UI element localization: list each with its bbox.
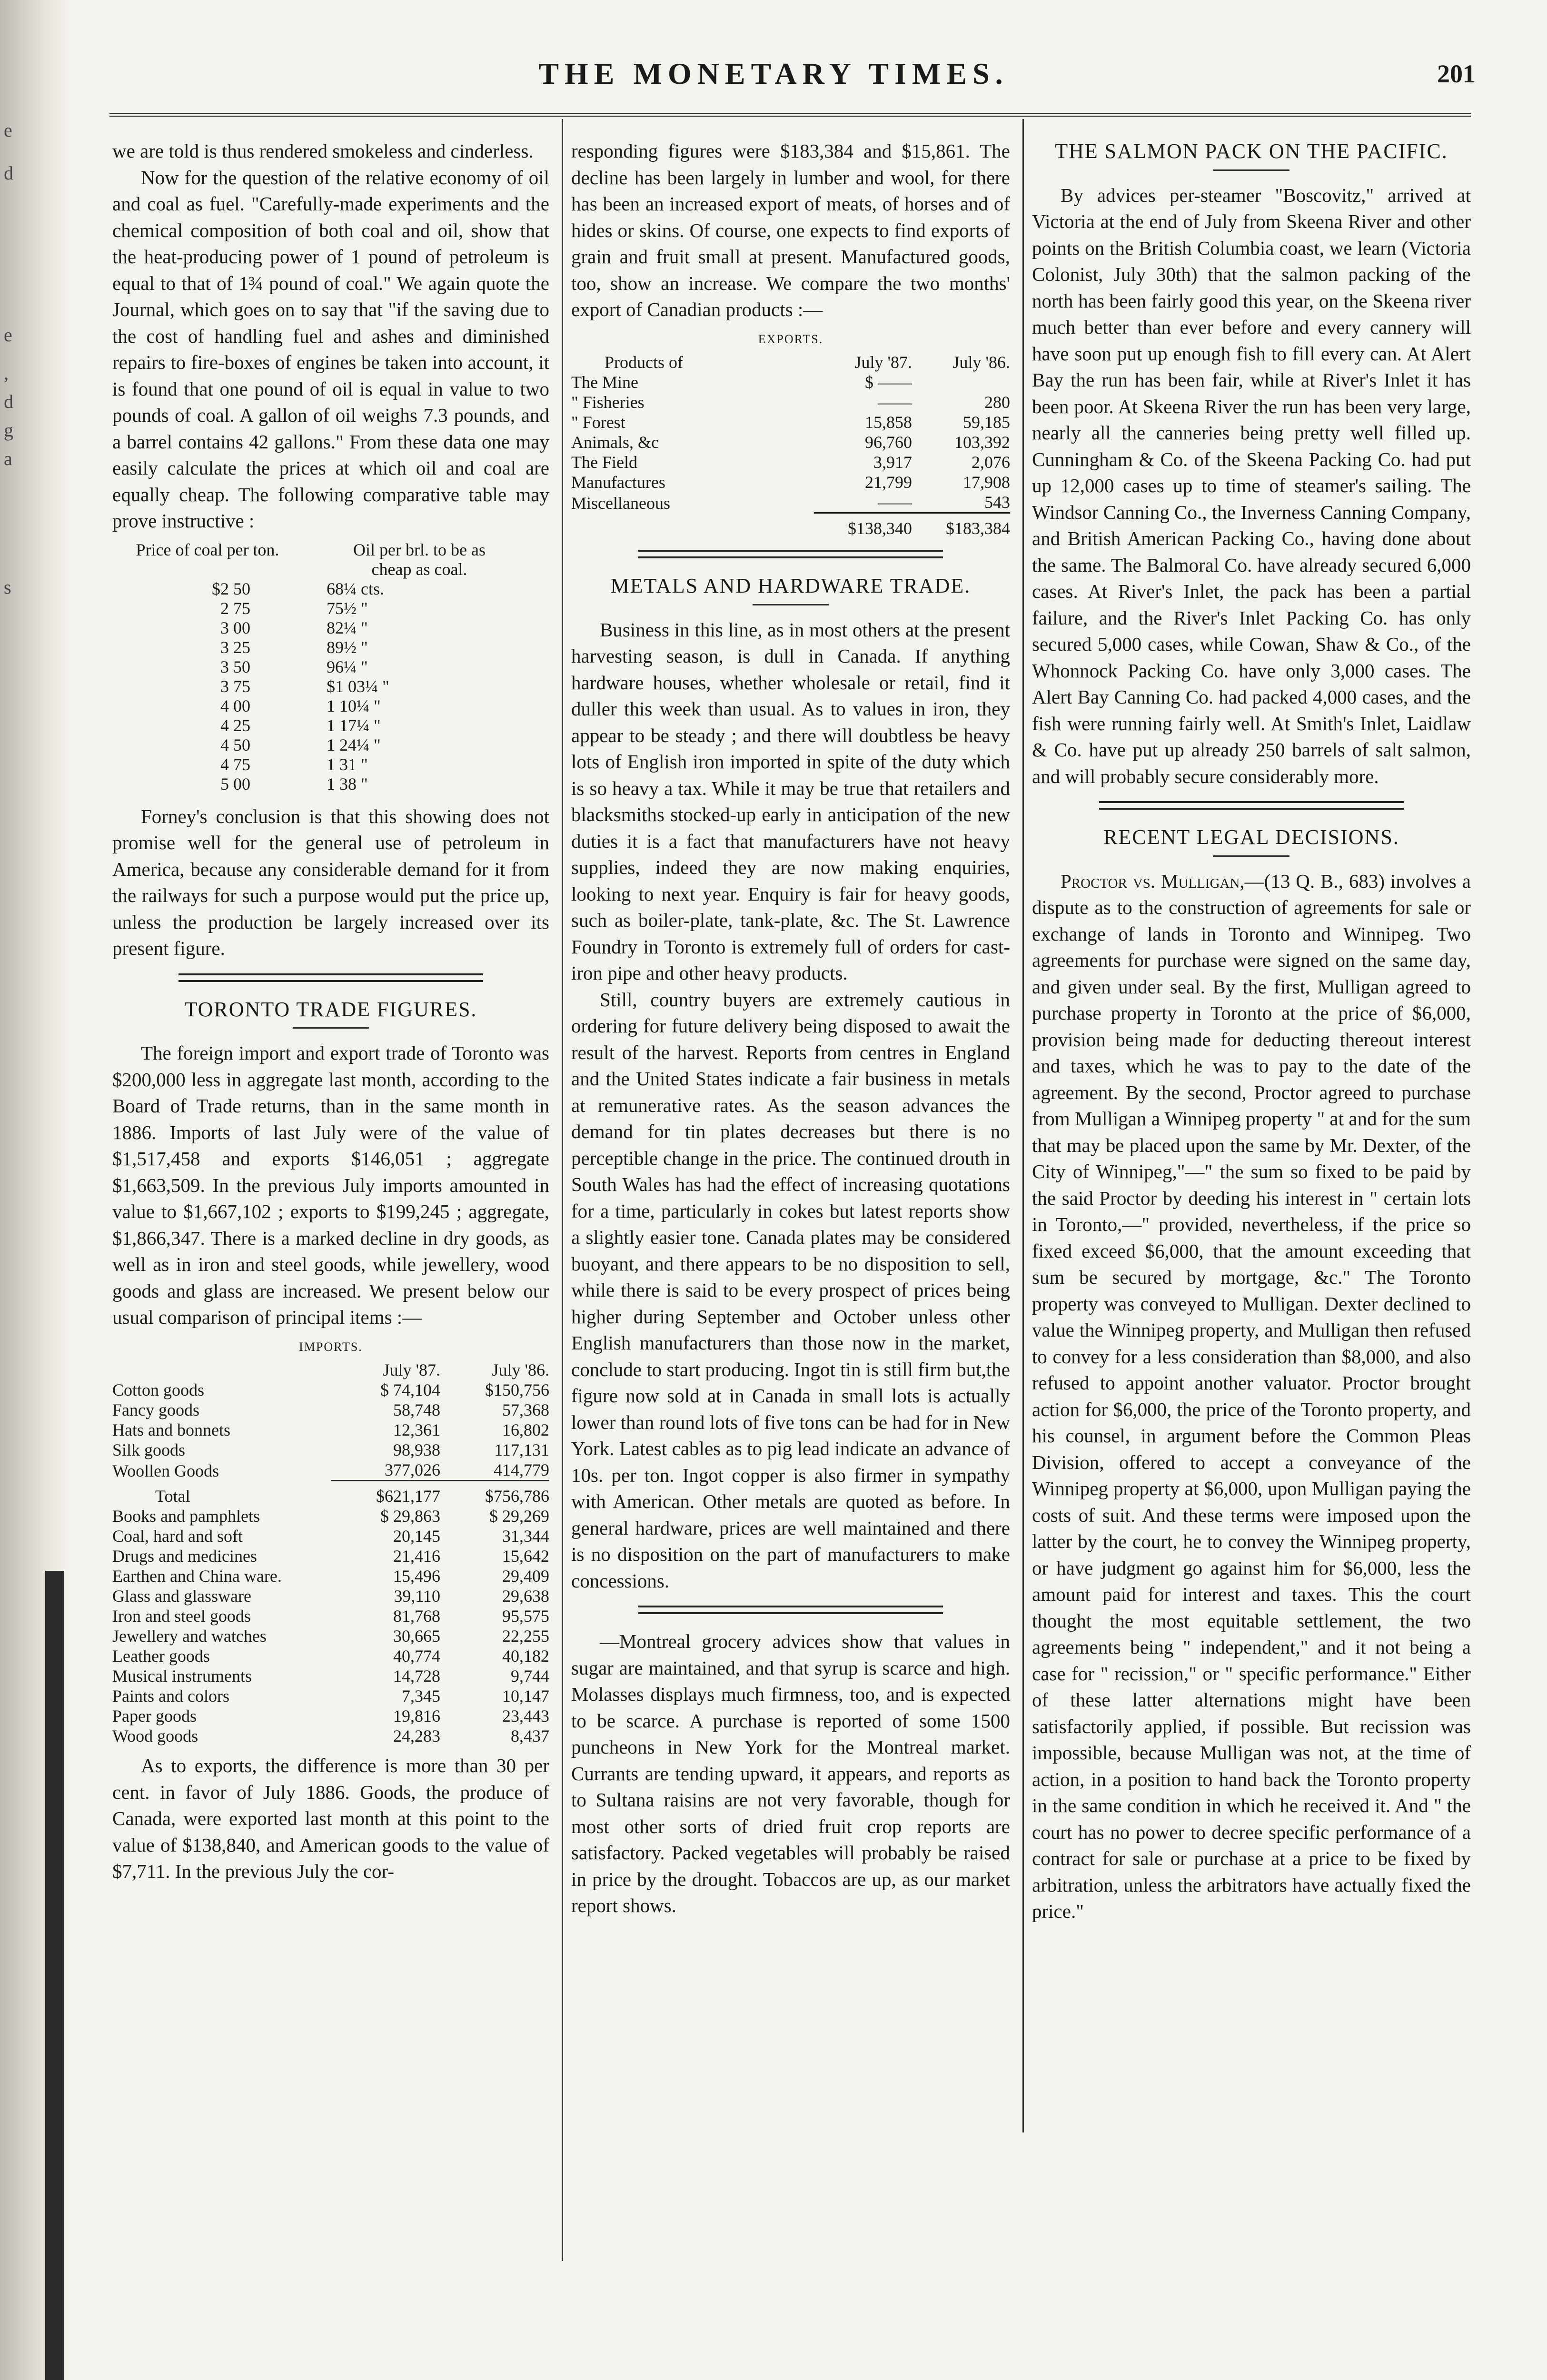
margin-mark: e [4,119,12,141]
product-name: " Forest [571,413,625,432]
value-1886: 22,255 [502,1626,549,1646]
table-row [131,774,498,794]
value-1887: —— [878,493,912,512]
table-row [112,1460,549,1481]
product-name: The Field [571,453,637,472]
table-row [571,432,1010,452]
oil-price: 89½ " [327,637,368,657]
table-row [112,1606,549,1626]
table-row [131,716,498,735]
coal-price: 4 75 [220,754,250,774]
column-1 [112,138,549,1885]
oil-table-head [131,540,498,579]
coal-price: 4 50 [220,735,250,754]
imports-col-a: July '87. [383,1360,440,1379]
oil-price: 1 31 " [327,754,368,774]
paragraph: Now for the question of the relative economy of oil and coal as fuel. "Carefully-made experiments and the chemical composition of both coal and oil, show that the heat-producing power of 1 pound of petroleum is equal to that of 1¾ pound of coal." We again quote the Journal, which goes on to say that "if the saving due to the cost of handling fuel and ashes and diminished repairs to fire-boxes of engines be taken into account, it is found that one pound of oil is equal in value to two pounds of coal. A gallon of oil weighs 7.3 pounds, and a barrel contains 42 gallons." From these data one may easily calculate the prices at which oil and coal are equally cheap. The following comparative table may prove instructive : [112,166,549,532]
item-name: Iron and steel goods [112,1606,251,1626]
column-3 [1032,138,1471,1925]
total-label [571,513,814,539]
section-rule [638,550,943,558]
coal-price: 3 75 [220,676,250,696]
total-1887: $621,177 [331,1481,440,1507]
oil-coal-table [131,540,498,794]
column-divider [562,119,563,2261]
header-rule [109,113,1471,117]
table-row [571,372,1010,392]
table-row [112,1506,549,1526]
case-text: —(13 Q. B., 683) involves a dispute as to the construction of agreements for sale or exchange of lands in Toronto and Winnipeg. Two agreements for purchase were signed on the same day, and given under seal. By the first, Mulligan agreed to purchase property in Toronto at the price of $6,000, provision being made for deducting thereout interest and taxes, which he was to pay to the date of the agreement. By the second, Proctor agreed to purchase from Mulligan a Winnipeg property " at and for the sum that may be placed upon the same by Mr. Dexter, of the City of Winnipeg,"—" the sum so fixed to be paid by the said Proctor by deeding his interest in " certain lots in Toronto,—" provided, nevertheless, if the price so fixed exceed $6,000, that the amount exceeding that sum be secured by mortgage, &c." The Toronto property was conveyed to Mulligan. Dexter declined to value the Winnipeg property, and Mulligan then refused to convey for a less consideration than $8,000, and also refused to appoint another valuator. Proctor brought action for $6,000, the price of the Toronto property, and his counsel, in argument before the Common Pleas Division, offered to accept a conveyance of the Winnipeg property at $6,000, upon Mulligan paying the costs of suit. And these terms were imposed upon the latter by the court, he to convey the Winnipeg property, or have judgment go against him for $6,000, less the amount paid for interest and taxes. This the court thought the most equitable settlement, the two agreements being " independent," and it not being a case for " recission," or " specific performance." Either of these latter alternations might have been satisfactorily applied, if possible. But recission was impossible, because Mulligan was not, at the time of action, in a position to hand back the Toronto property in the same condition in which he received it. And " the court has no power to decree specific performance of a contract for sale or purchase at a price to be fixed by arbitration, unless the arbitrators have actually fixed the price." [1032,870,1471,1922]
table-row [571,472,1010,492]
masthead-title: THE MONETARY TIMES. [538,57,1009,90]
value-1887: 24,283 [393,1726,440,1745]
item-name: Wood goods [112,1726,198,1745]
item-name: Silk goods [112,1440,186,1459]
leader-dots [250,638,317,657]
leader-dots [250,657,317,677]
item-name: Fancy goods [112,1400,199,1419]
table-row [131,579,498,599]
oil-table-body [131,579,498,794]
value-1887: 58,748 [393,1400,440,1419]
table-row [112,1666,549,1686]
item-name: Coal, hard and soft [112,1527,243,1546]
oil-price: $1 03¼ " [327,676,389,696]
paragraph: responding figures were $183,384 and $15,861. The decline has been largely in lumber and wool, for there has been an increased export of meats, of horses and of hides or skins. Of course, one expects to find exports of grain and fruit small at present. Manufactured goods, too, show an increase. We compare the two months' export of Canadian products :— [571,140,1010,320]
imports-table [112,1360,549,1746]
leader-dots [250,735,317,755]
value-1886: 15,642 [502,1547,549,1566]
value-1886: 57,368 [502,1400,549,1419]
item-name: Paper goods [112,1706,197,1726]
item-name: Earthen and China ware. [112,1567,282,1586]
imports-col-b: July '86. [492,1360,549,1379]
exports-col-a: July '87. [854,353,912,372]
coal-price: 3 50 [220,657,250,676]
value-1886: 95,575 [502,1606,549,1626]
item-name: Jewellery and watches [112,1626,267,1646]
oil-price: 75½ " [327,598,368,618]
total-label: Total [155,1487,190,1506]
paragraph: Still, country buyers are extremely cautious in ordering for future delivery being disposed to await the result of the harvest. Reports from centres in England and the United States indicate a fair business in metals at remunerative rates. As the season advances the demand for tin plates decreases but there is no perceptible change in the price. The continued drouth in South Wales has had the effect of increasing quotations for a time, particularly in cokes but latest reports show a slightly easier tone. Canada plates may be considered buoyant, and there appears to be no disposition to sell, while there is said to be every prospect of prices being higher during September and October unless other English manufacturers than those now in the market, conclude to start producing. Ingot tin is still firm but,the figure now sold at in Canada in small lots is actually lower than round lots of five tons can be had for in New York. Latest cables as to pig lead indicate an advance of 10s. per ton. Ingot copper is also firmer in sympathy with American. Other metals are quoted as before. In general hardware, prices are well maintained and there is no disposition on the part of manufacturers to make concessions. [571,988,1010,1592]
page-header [0,56,1547,94]
section-title-legal: RECENT LEGAL DECISIONS. [1103,825,1399,849]
value-1886: 9,744 [511,1666,549,1686]
page-number: 201 [1437,60,1476,88]
value-1886: 59,185 [963,413,1010,432]
value-1886: 31,344 [502,1527,549,1546]
value-1886: 17,908 [963,473,1010,492]
case-name: Proctor vs. Mulligan, [1061,870,1245,892]
item-name: Leather goods [112,1646,210,1666]
short-rule [753,604,829,605]
table-row [112,1726,549,1746]
value-1887: 30,665 [393,1626,440,1646]
binding-edge [45,1571,64,2380]
product-name: The Mine [571,373,638,392]
leader-dots [250,696,317,716]
table-row [112,1380,549,1400]
coal-price: 5 00 [220,774,250,793]
exports-caption: EXPORTS. [758,332,823,346]
value-1886: 103,392 [954,433,1010,452]
table-row [131,696,498,716]
paragraph: —Montreal grocery advices show that values in sugar are maintained, and that syrup is scarce and high. Molasses displays much firmness, too, and is expected to be scarce. A purchase is reported of some 1500 puncheons in New York for the Montreal market. Currants are tending upward, it appears, and reports as to Sultana raisins are not very favorable, though for most other sorts of dried fruit crop reports are satisfactory. Packed vegetables will probably be raised in price by the drought. Tobaccos are up, as our market report shows. [571,1630,1010,1916]
leader-dots [250,618,317,638]
table-row [131,657,498,677]
margin-mark: d [4,391,13,412]
leader-dots [250,579,317,599]
section-rule [178,973,483,982]
oil-price: 1 17¼ " [327,715,381,735]
margin-mark: s [4,576,11,598]
table-row [131,677,498,696]
value-1887: 14,728 [393,1666,440,1686]
table-row [112,1420,549,1440]
product-name: Miscellaneous [571,493,670,513]
value-1886: 29,409 [502,1567,549,1586]
item-name: Books and pamphlets [112,1507,260,1526]
value-1886: 16,802 [502,1420,549,1439]
table-row [131,638,498,657]
leader-dots [250,774,317,794]
item-name: Drugs and medicines [112,1547,257,1566]
table-row [571,452,1010,472]
value-1887: 3,917 [873,453,912,472]
value-1886: 117,131 [494,1440,549,1459]
section-title-toronto: TORONTO TRADE FIGURES. [184,997,477,1021]
total-1886: $756,786 [440,1481,549,1507]
value-1887: —— [878,393,912,412]
value-1887: 7,345 [402,1686,440,1706]
value-1886: 29,638 [502,1587,549,1606]
paragraph: By advices per-steamer "Boscovitz," arrived at Victoria at the end of July from Skeena River and other points on the British Columbia coast, we learn (Victoria Colonist, July 30th) that the salmon packing of the north has been fairly good this year, on the Skeena river much better than ever before and every cannery will have soon put up enough fish to fill every can. At Alert Bay the run has been fair, while at River's Inlet it has been poor. At Skeena River the run has been very large, nearly all the canneries being pretty well filled up. Cunningham & Co. of the Skeena Packing Co. had put up 12,000 cases up to time of steamer's sailing. The Windsor Canning Co., the Inverness Canning Company, and British American Packing Co., having done about the same. The Balmoral Co. have already secured 6,000 cases. At River's Inlet, the pack has been a partial failure, and the River's Inlet Packing Co. has only secured 5,000 cases, while Cowan, Shaw & Co., of the Whonnock Packing Co. have only 3,000 cases. The Alert Bay Canning Co. had packed 4,000 cases, and the fish were running fairly well. At Smith's Inlet, Laidlaw & Co. have put up already 250 barrels of salt salmon, and will probably secure considerably more. [1032,184,1471,787]
exports-col-label: Products of [605,353,683,372]
value-1886 [912,372,1010,392]
paragraph: we are told is thus rendered smokeless and cinderless. [112,140,534,162]
section-title-metals: METALS AND HARDWARE TRADE. [610,574,971,597]
value-1886: 40,182 [502,1646,549,1666]
value-1887: 21,416 [393,1547,440,1566]
value-1887: 15,858 [865,413,912,432]
column-divider [1022,119,1024,2132]
value-1887: 15,496 [393,1567,440,1586]
paragraph: Business in this line, as in most others at the present harvesting season, is dull in Canada. If anything hardware houses, whether wholesale or retail, find it duller this week than usual. As to values in iron, they appear to be steady ; and there will doubtless be heavy lots of English iron imported in spite of the duty which is so heavy a tax. While it may be true that retailers and blacksmiths stocked-up early in anticipation of the new duties it is a fact that manufacturers have not heavy supplies, indeed they are now making enquiries, looking to next year. Enquiry is fair for heavy goods, such as boiler-plate, tank-plate, &c. The St. Lawrence Foundry in Toronto is extremely full of orders for cast-iron pipe and other heavy products. [571,618,1010,984]
section-rule [638,1606,943,1614]
short-rule [1213,169,1289,171]
table-row [112,1526,549,1546]
oil-table-head-right: Oil per brl. to be as cheap as coal. [353,540,486,579]
paragraph: The foreign import and export trade of Toronto was $200,000 less in aggregate last month, according to the Board of Trade returns, than in the same month in 1886. Imports of last July were of the value of $1,517,458 and exports $146,051 ; aggregate $1,663,509. In the previous July imports amounted in value to $1,667,102 ; exports to $199,245 ; aggregate, $1,866,347. There is a marked decline in dry goods, as well as in iron and steel goods, while jewellery, wood goods and glass are increased. We present below our usual comparison of principal items :— [112,1042,549,1328]
value-1887: 12,361 [393,1420,440,1439]
item-name: Cotton goods [112,1380,205,1399]
item-name: Musical instruments [112,1666,252,1686]
table-row [112,1440,549,1460]
oil-price: 96¼ " [327,657,368,676]
value-1886: 414,779 [494,1460,549,1479]
oil-price: 1 24¼ " [327,735,381,754]
total-1886: $183,384 [912,513,1010,539]
value-1887: 81,768 [393,1606,440,1626]
exports-col-b: July '86. [952,353,1010,372]
product-name: " Fisheries [571,393,645,412]
leader-dots [250,599,317,618]
margin-mark: , [4,362,9,384]
table-row [112,1646,549,1666]
coal-price: 4 00 [220,696,250,715]
coal-price: 4 25 [220,715,250,735]
oil-price: 1 10¼ " [327,696,381,715]
column-2 [571,138,1010,1919]
value-1887: 98,938 [393,1440,440,1459]
coal-price: $2 50 [212,579,250,598]
item-name: Paints and colors [112,1686,229,1706]
oil-table-head-left: Price of coal per ton. [136,540,279,559]
table-row [112,1566,549,1586]
table-row [112,1586,549,1606]
value-1886: $150,756 [485,1380,549,1399]
imports-caption: IMPORTS. [299,1339,363,1354]
value-1886: 543 [984,493,1010,512]
value-1887: 96,760 [865,433,912,452]
value-1886: 280 [984,393,1010,412]
table-row [112,1546,549,1566]
table-row [112,1481,549,1507]
table-row [131,735,498,755]
short-rule [293,1027,369,1029]
oil-price: 68¼ cts. [327,579,384,598]
coal-price: 3 00 [220,618,250,637]
oil-price: 82¼ " [327,618,368,637]
paragraph-legal [1032,868,1471,1925]
section-rule [1099,801,1404,810]
margin-mark: e [4,324,12,346]
total-1887: $138,340 [814,513,912,539]
value-1886: 2,076 [972,453,1010,472]
product-name: Manufactures [571,473,665,492]
value-1886: 8,437 [511,1726,549,1745]
exports-table [571,352,1010,538]
margin-mark: a [4,448,12,469]
value-1887: 21,799 [865,473,912,492]
value-1887: $ 74,104 [380,1380,440,1399]
margin-mark: d [4,162,13,184]
value-1887: $ 29,863 [380,1507,440,1526]
table-row [571,412,1010,432]
table-row [131,618,498,638]
value-1887: 377,026 [385,1460,440,1479]
value-1887: 19,816 [393,1706,440,1726]
value-1886: 10,147 [502,1686,549,1706]
short-rule [1213,855,1289,857]
table-row [131,755,498,774]
table-row [131,599,498,618]
table-row [112,1400,549,1420]
product-name: Animals, &c [571,433,659,452]
value-1886: $ 29,269 [489,1507,549,1526]
leader-dots [250,677,317,696]
paragraph: Forney's conclusion is that this showing does not promise well for the general use of petroleum in America, because any considerable demand for it from the railways for such a purpose would put the price up, unless the production be largely increased over its present figure. [112,805,549,959]
table-row [571,513,1010,539]
item-name: Woollen Goods [112,1461,219,1480]
table-row [571,492,1010,513]
item-name: Hats and bonnets [112,1420,230,1439]
table-row [571,392,1010,412]
margin-mark: g [4,419,13,441]
leader-dots [250,755,317,774]
table-row [112,1706,549,1726]
table-row [112,1626,549,1646]
value-1887: 40,774 [393,1646,440,1666]
paragraph: As to exports, the difference is more than 30 per cent. in favor of July 1886. Goods, the produce of Canada, were exported last month at this point to the value of $138,840, and American goods to the value of $7,711. In the previous July the cor- [112,1755,549,1882]
item-name: Glass and glassware [112,1587,251,1606]
leader-dots [250,716,317,735]
value-1887: $ —— [865,373,912,392]
value-1887: 20,145 [393,1527,440,1546]
coal-price: 2 75 [220,598,250,618]
section-title-salmon: THE SALMON PACK ON THE PACIFIC. [1055,139,1448,163]
value-1886: 23,443 [502,1706,549,1726]
coal-price: 3 25 [220,637,250,657]
oil-price: 1 38 " [327,774,368,793]
value-1887: 39,110 [394,1587,440,1606]
table-row [112,1686,549,1706]
